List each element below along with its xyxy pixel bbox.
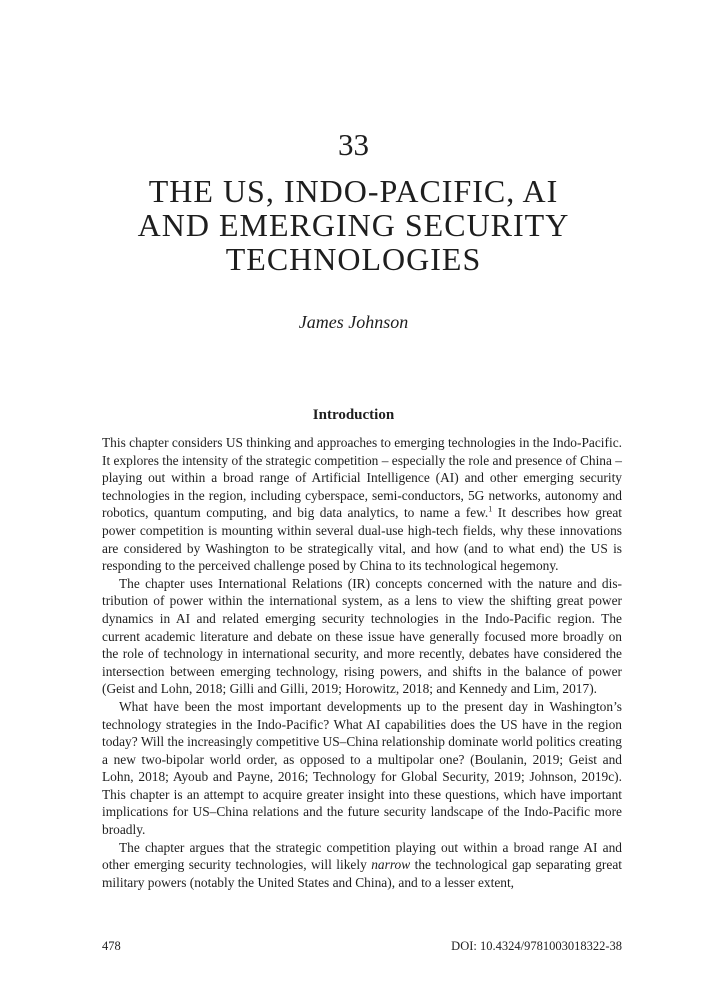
chapter-number: 33 [338,127,369,162]
paragraph: What have been the most important developments up to the present day in Washington’s technology strategies in the Indo-Pacific? What AI capabilities does the US have in the region today? Will the increasingly competitive US–China relationship dominate world politics creating a new two-bipolar world order, as opposed to a multipolar one? (Boulanin, 2019; Geist and Lohn, 2018; Ayoub and Payne, 2016; Technology for Global Security, 2019; Johnson, 2019c). This chapter is an attempt to acquire greater insight into these questions, which have important implications for US–China relations and the future security landscape of the Indo-Pacific more broadly. [102,698,622,838]
chapter-title [60,174,647,276]
doi-link[interactable]: DOI: 10.4324/9781003018322-38 [451,939,622,953]
paragraph-text: This chapter considers US thinking and approaches to emerging technologies in the Indo-Pacific. It explores the intensity of the strategic competition – especially the role and presence of China – playing out within a broad range of Artificial Intelligence (AI) and other emerging security technologies in the region, including cyberspace, semi-conductors, 5G networks, autonomy and robotics, quantum computing, and big data analytics, to name a few. [102,435,622,521]
chapter-title-line: AND EMERGING SECURITY [137,207,570,243]
paragraph-text: It describes how great power competition is mounting within several dual-use high-tech fields, why these innovations are considered by Washington to be strategically vital, and how (and to what end) the US is responding to the perceived challenge posed by China to its technological hegemony. [102,505,623,574]
paragraph [102,839,622,892]
chapter-title-line: THE US, INDO-PACIFIC, AI [148,173,559,209]
page-number: 478 [102,939,121,953]
paragraph [102,434,622,575]
paragraph-text: The chapter argues that the strategic competition playing out within a broad range AI and other emerging security technologies, will likely [102,839,622,873]
paragraph-text: the technological gap separating great military powers (notably the United States and China), and to a lesser extent, [102,857,623,890]
author-name: James Johnson [298,312,409,332]
paragraph: The chapter uses International Relations (IR) concepts concerned with the nature and distribution of power within the international system, as a lens to view the shifting great power dynamics in AI and related emerging security technologies in the Indo-Pacific region. The current academic literature and debate on these issue have generally focused more broadly on the role of technology in international security, and more recently, debates have considered the intersection between emerging technology, rising powers, and shifts in the balance of power (Geist and Lohn, 2018; Gilli and Gilli, 2019; Horowitz, 2018; and Kennedy and Lim, 2017). [102,575,622,697]
footnote-marker[interactable]: 1 [488,504,493,514]
body-text [102,434,622,891]
chapter-title-line: TECHNOLOGIES [225,241,482,277]
emphasis-text: narrow [371,857,411,873]
section-heading: Introduction [312,407,395,423]
